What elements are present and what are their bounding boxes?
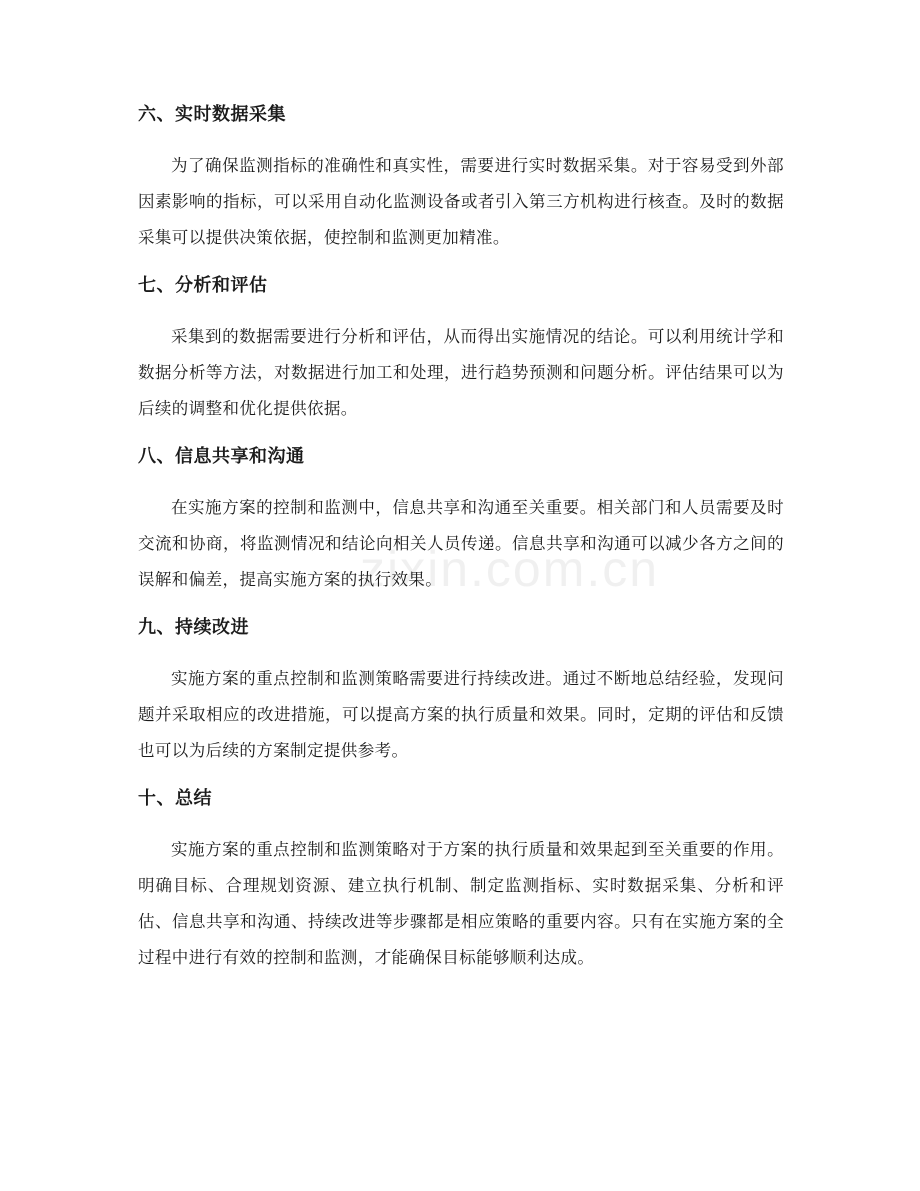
section-title: 九、持续改进 — [138, 617, 249, 638]
section-paragraph: 为了确保监测指标的准确性和真实性，需要进行实时数据采集。对于容易受到外部因素影响的指标，可以采用自动化监测设备或者引入第三方机构进行核查。及时的数据采集可以提供决策依据，使控制和监测更加精准。 — [138, 156, 784, 247]
section-paragraph: 实施方案的重点控制和监测策略需要进行持续改进。通过不断地总结经验，发现问题并采取相应的改进措施，可以提高方案的执行质量和效果。同时，定期的评估和反馈也可以为后续的方案制定提供参考。 — [138, 669, 784, 760]
watermark: zixin.com.cn — [360, 541, 660, 597]
section-continuous-improvement — [138, 613, 784, 769]
document-content — [138, 100, 784, 991]
section-info-sharing — [138, 442, 784, 598]
section-paragraph: 采集到的数据需要进行分析和评估，从而得出实施情况的结论。可以利用统计学和数据分析等方法，对数据进行加工和处理，进行趋势预测和问题分析。评估结果可以为后续的调整和优化提供依据。 — [138, 327, 784, 418]
section-paragraph: 实施方案的重点控制和监测策略对于方案的执行质量和效果起到至关重要的作用。明确目标、合理规划资源、建立执行机制、制定监测指标、实时数据采集、分析和评估、信息共享和沟通、持续改进等步骤都是相应策略的重要内容。只有在实施方案的全过程中进行有效的控制和监测，才能确保目标能够顺利达成。 — [138, 840, 784, 967]
section-analysis-evaluation — [138, 271, 784, 427]
section-summary — [138, 784, 784, 976]
section-title: 八、信息共享和沟通 — [138, 446, 305, 467]
section-realtime-data-collection — [138, 100, 784, 256]
section-title: 六、实时数据采集 — [138, 104, 286, 125]
section-title: 七、分析和评估 — [138, 275, 268, 296]
section-paragraph: 在实施方案的控制和监测中，信息共享和沟通至关重要。相关部门和人员需要及时交流和协商，将监测情况和结论向相关人员传递。信息共享和沟通可以减少各方之间的误解和偏差，提高实施方案的执行效果。 — [138, 498, 784, 589]
section-title: 十、总结 — [138, 788, 212, 809]
